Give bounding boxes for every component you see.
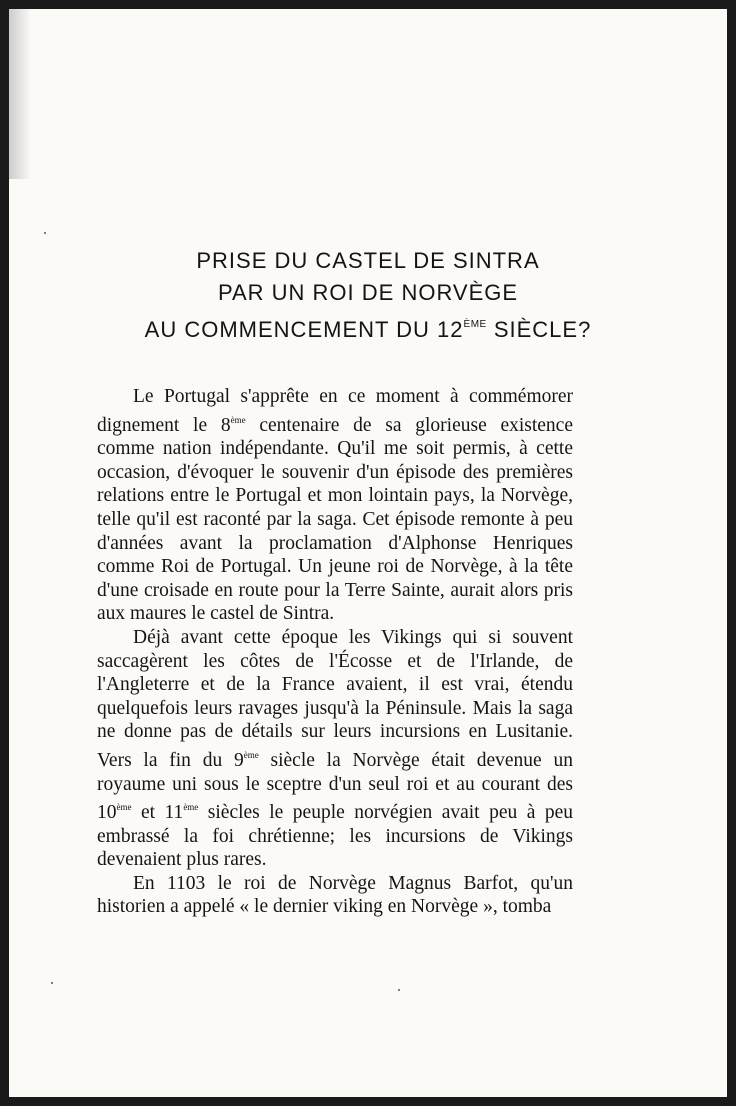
title-line-1: PRISE DU CASTEL DE SINTRA <box>196 248 540 273</box>
chapter-title <box>0 245 736 346</box>
title-line-2: PAR UN ROI DE NORVÈGE <box>217 280 519 305</box>
scan-speck <box>398 989 400 991</box>
paragraph-2-part-c: et 11 <box>131 802 184 824</box>
paragraph-2-part-a: Déjà avant cette époque les Vikings qui si souvent saccagèrent les côtes de l'Écosse et de l'Irlande, de l'Angleterre et de la France avaient, il est vrai, étendu quelquefois leurs ravages jusqu'à la Péninsule. Mais la saga ne donne pas de détails sur leurs incursions en Lusitanie. Vers la fin du 9 <box>97 626 573 771</box>
ordinal-superscript: ème <box>183 802 199 813</box>
paragraph-1 <box>97 385 573 626</box>
paragraph-1-part-b: centenaire de sa glorieuse existence comme nation indépendante. Qu'il me soit permis, à cette occasion, d'évoquer le souvenir d'un épisode des premières relations entre le Portugal et mon lointain pays, la Norvège, telle qu'il est raconté par la saga. Cet épisode remonte à peu d'années avant la proclamation d'Alphonse Henriques comme Roi de Portugal. Un jeune roi de Norvège, à la tête d'une croisade en route pour la Terre Sainte, aurait alors pris aux maures le castel de Sintra. <box>97 414 573 625</box>
paragraph-3: En 1103 le roi de Norvège Magnus Barfot, qu'un historien a appelé « le dernier viking en Norvège », tomba <box>97 872 573 918</box>
scan-speck <box>51 982 53 984</box>
ordinal-superscript: ème <box>243 749 259 760</box>
body-text <box>97 385 573 919</box>
scan-edge-shadow <box>9 9 31 179</box>
ordinal-superscript: ème <box>230 414 246 425</box>
title-ordinal-superscript: ÈME <box>463 319 487 330</box>
paragraph-2-part-b: siècle la Norvège était devenue un royaume uni sous le sceptre d'un seul roi et au courant des 10 <box>97 749 573 824</box>
title-line-3-text: AU COMMENCEMENT DU 12 <box>144 317 464 342</box>
paragraph-1-part-a: Le Portugal s'apprête en ce moment à commémorer dignement le 8 <box>97 386 573 436</box>
paragraph-2-part-d: siècles le peuple norvégien avait peu à peu embrassé la foi chrétienne; les incursions de Vikings devenaient plus rares. <box>97 802 573 871</box>
paragraph-2 <box>97 626 573 872</box>
title-line-3 <box>0 309 736 346</box>
title-line-3-end: SIÈCLE? <box>486 317 592 342</box>
ordinal-superscript: ème <box>116 802 132 813</box>
scan-speck <box>44 232 46 234</box>
